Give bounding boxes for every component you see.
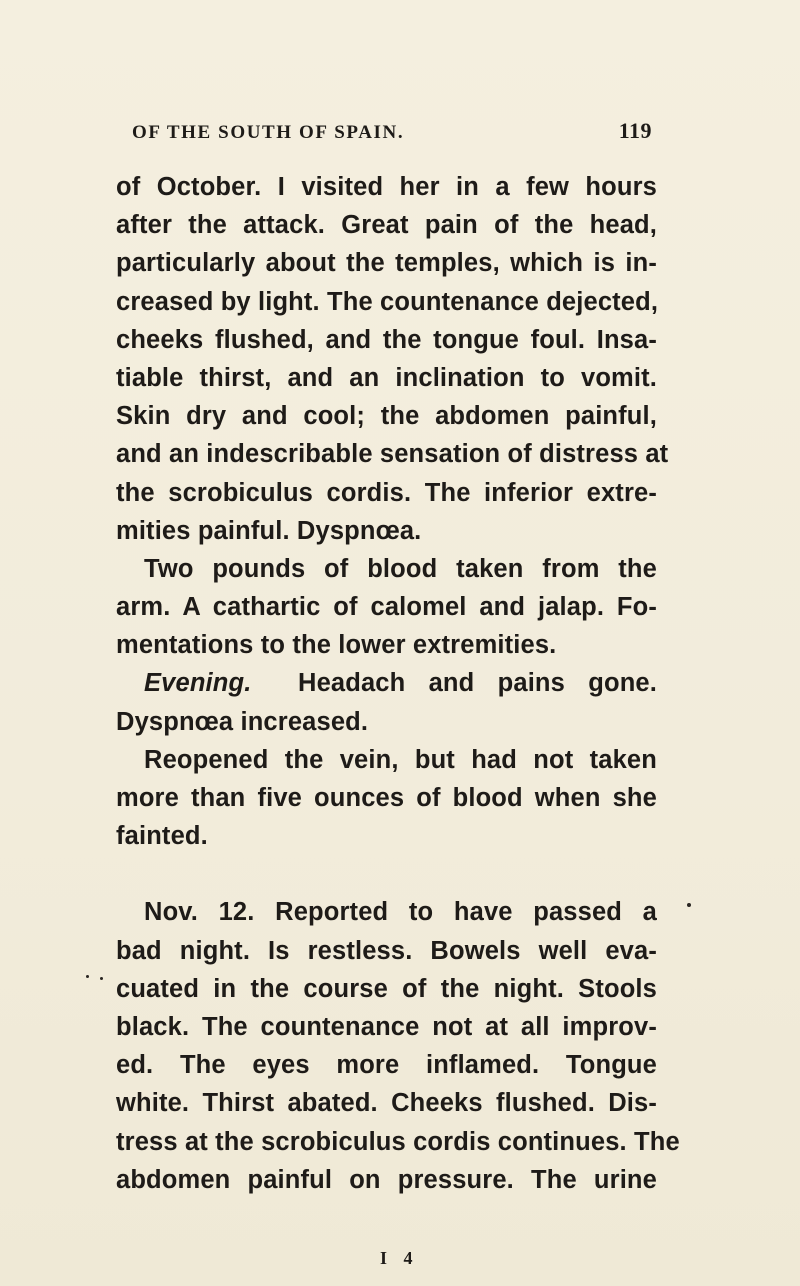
text-line: mities painful. Dyspnœa. (116, 516, 422, 545)
text-line: bad night. Is restless. Bowels well eva- (116, 936, 657, 965)
text-line: cheeks flushed, and the tongue foul. Insa- (116, 325, 657, 354)
stray-dot (100, 977, 103, 980)
paragraph-2 (116, 550, 657, 665)
text-line (116, 664, 657, 702)
paragraph-gap (116, 855, 657, 893)
page-number: 119 (618, 118, 652, 143)
text-line: fainted. (116, 822, 208, 851)
text-fragment: Headach and pains gone. (298, 669, 657, 698)
running-head (132, 118, 652, 148)
text-line: and an indescribable sensation of distress at (116, 440, 669, 469)
running-title: OF THE SOUTH OF SPAIN. (132, 122, 405, 143)
text-line: tress at the scrobiculus cordis continues. The (116, 1127, 680, 1156)
text-line: black. The countenance not at all improv- (116, 1012, 657, 1041)
stray-dot (687, 903, 691, 907)
signature-mark: I 4 (380, 1248, 419, 1268)
stray-dot (86, 975, 89, 978)
text-line: Skin dry and cool; the abdomen painful, (116, 402, 657, 431)
text-line: Nov. 12. Reported to have passed a (144, 898, 657, 927)
text-line: Dyspnœa increased. (116, 707, 369, 736)
text-line: mentations to the lower extremities. (116, 631, 557, 660)
paragraph-4 (116, 741, 657, 856)
text-line: more than five ounces of blood when she (116, 784, 657, 812)
text-line: of October. I visited her in a few hours (116, 173, 657, 201)
text-line: after the attack. Great pain of the head, (116, 211, 657, 240)
text-line: particularly about the temples, which is in- (116, 249, 657, 278)
text-line: tiable thirst, and an inclination to vomit. (116, 363, 657, 392)
text-line: abdomen painful on pressure. The urine (116, 1165, 657, 1194)
text-line: creased by light. The countenance dejected, (116, 287, 659, 316)
text-line: arm. A cathartic of calomel and jalap. Fo- (116, 593, 657, 622)
paragraph-3 (116, 664, 657, 740)
evening-label: Evening. (144, 669, 252, 698)
text-line: cuated in the course of the night. Stools (116, 974, 657, 1003)
text-line: Two pounds of blood taken from the (144, 554, 657, 583)
text-line: Reopened the vein, but had not taken (144, 745, 657, 774)
text-line: white. Thirst abated. Cheeks flushed. Dis- (116, 1089, 657, 1118)
text-line: ed. The eyes more inflamed. Tongue (116, 1051, 657, 1080)
body-text (116, 168, 680, 1199)
paragraph-5 (116, 893, 680, 1199)
paragraph-1 (116, 168, 669, 550)
text-line: the scrobiculus cordis. The inferior extre- (116, 478, 657, 507)
